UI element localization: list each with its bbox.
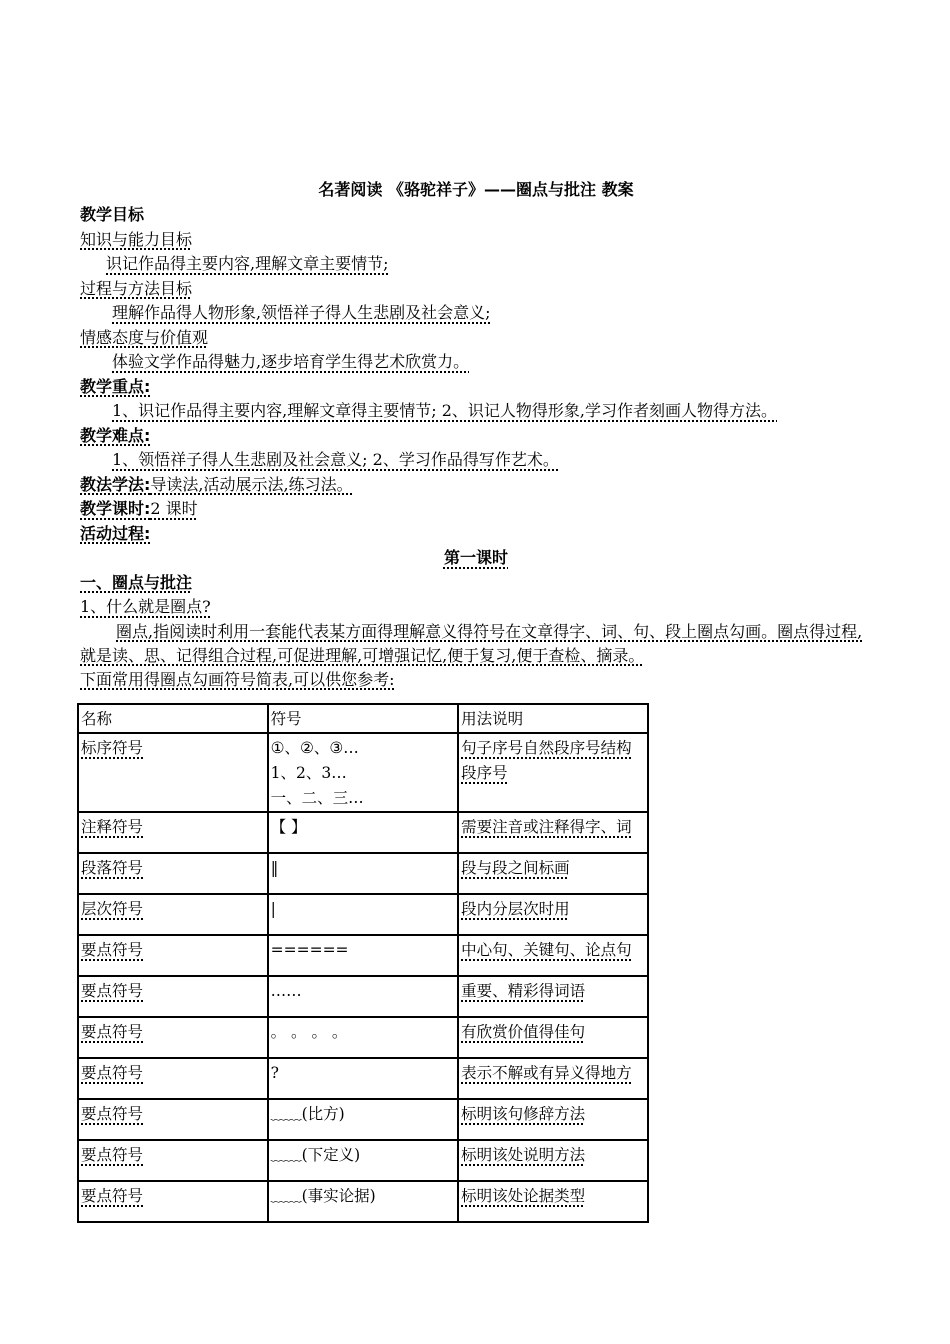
lesson1-heading-text: 第一课时	[443, 548, 508, 567]
row-usage-cell: 需要注音或注释得字、词	[458, 812, 648, 853]
row-usage-cell: 标明该句修辞方法	[458, 1099, 648, 1140]
row-usage-cell: 句子序号自然段序号结构段序号	[458, 733, 648, 812]
symbol-line: 1、2、3…	[270, 764, 347, 782]
table-row	[78, 733, 648, 812]
row-symbol-cell	[268, 1099, 459, 1140]
emotion-label: 情感态度与价值观	[80, 327, 209, 347]
difficulties-text: 1、领悟祥子得人生悲剧及社会意义; 2、学习作品得写作艺术。	[112, 450, 559, 469]
symbol-table	[77, 703, 649, 1223]
process-heading: 活动过程:	[80, 523, 151, 543]
row-name-cell: 要点符号	[78, 935, 268, 976]
table-row	[78, 894, 648, 935]
objectives-heading: 教学目标	[80, 205, 145, 224]
document-title: 名著阅读 《骆驼祥子》——圈点与批注 教案	[318, 180, 634, 199]
key-points-heading: 教学重点:	[80, 376, 151, 396]
process-label: 过程与方法目标	[80, 278, 193, 298]
methods-heading: 教法学法:	[80, 474, 151, 494]
row-usage-cell: 中心句、关键句、论点句	[458, 935, 648, 976]
methods-line	[80, 473, 872, 498]
symbol-line: ﹏﹏(比方)	[270, 1105, 345, 1123]
row-usage-cell: 重要、精彩得词语	[458, 976, 648, 1017]
symbol-line: ①、②、③…	[270, 739, 359, 757]
table-intro: 下面常用得圈点勾画符号简表,可以供您参考:	[80, 669, 395, 689]
row-symbol-cell	[268, 894, 459, 935]
symbol-table-body	[78, 704, 648, 1222]
symbol-line: ﹏﹏(事实论据)	[270, 1187, 376, 1205]
hours-line	[80, 497, 872, 522]
row-name-cell: 要点符号	[78, 1140, 268, 1181]
symbol-line: ﹏﹏(下定义)	[270, 1146, 361, 1164]
row-symbol-cell	[268, 853, 459, 894]
symbol-line: ……	[270, 982, 302, 1000]
hours-heading: 教学课时:	[80, 499, 151, 518]
emotion-text: 体验文学作品得魅力,逐步培育学生得艺术欣赏力。	[112, 352, 470, 371]
difficulties-heading: 教学难点:	[80, 425, 151, 445]
lesson1-heading	[80, 546, 872, 571]
header-name: 名称	[78, 704, 268, 733]
symbol-line: ======	[270, 941, 349, 959]
header-symbol: 符号	[268, 704, 459, 733]
row-name-cell: 标序符号	[78, 733, 268, 812]
row-usage-cell: 有欣赏价值得佳句	[458, 1017, 648, 1058]
table-row	[78, 1017, 648, 1058]
knowledge-text: 识记作品得主要内容,理解文章主要情节;	[106, 254, 389, 273]
document-body	[80, 178, 872, 692]
row-symbol-cell	[268, 812, 459, 853]
symbol-line: |	[270, 900, 276, 918]
row-usage-cell: 段内分层次时用	[458, 894, 648, 935]
row-name-cell: 要点符号	[78, 1099, 268, 1140]
row-name-cell: 注释符号	[78, 812, 268, 853]
process-text: 理解作品得人物形象,领悟祥子得人生悲剧及社会意义;	[112, 303, 491, 322]
key-points-text: 1、识记作品得主要内容,理解文章得主要情节; 2、识记人物得形象,学习作者刻画人物得方法。	[112, 401, 778, 420]
table-header-row	[78, 704, 648, 733]
row-name-cell: 要点符号	[78, 976, 268, 1017]
row-usage-cell: 段与段之间标画	[458, 853, 648, 894]
table-row	[78, 1099, 648, 1140]
row-symbol-cell	[268, 1017, 459, 1058]
row-name-cell: 要点符号	[78, 1017, 268, 1058]
row-symbol-cell	[268, 1140, 459, 1181]
section1-heading: 一、圈点与批注	[80, 572, 193, 592]
circle-paragraph: 圈点,指阅读时利用一套能代表某方面得理解意义得符号在文章得字、词、句、段上圈点勾画。圈点得过程,就是读、思、记得组合过程,可促进理解,可增强记忆,便于复习,便于查检、摘录。	[80, 621, 863, 665]
row-symbol-cell	[268, 733, 459, 812]
symbol-line: 【 】	[270, 818, 307, 836]
row-symbol-cell	[268, 1058, 459, 1099]
table-row	[78, 976, 648, 1017]
header-usage: 用法说明	[458, 704, 648, 733]
symbol-line: 。 。 。 。	[270, 1023, 348, 1041]
row-usage-cell: 标明该处论据类型	[458, 1181, 648, 1222]
row-symbol-cell	[268, 976, 459, 1017]
table-row	[78, 812, 648, 853]
hours-text: 2 课时	[150, 499, 198, 518]
symbol-line: ?	[270, 1064, 279, 1082]
table-row	[78, 1181, 648, 1222]
table-row	[78, 853, 648, 894]
row-usage-cell: 表示不解或有异义得地方	[458, 1058, 648, 1099]
symbol-line: ‖	[270, 859, 279, 877]
row-symbol-cell	[268, 1181, 459, 1222]
row-name-cell: 要点符号	[78, 1181, 268, 1222]
row-name-cell: 层次符号	[78, 894, 268, 935]
row-name-cell: 段落符号	[78, 853, 268, 894]
row-usage-cell: 标明该处说明方法	[458, 1140, 648, 1181]
row-symbol-cell	[268, 935, 459, 976]
row-name-cell: 要点符号	[78, 1058, 268, 1099]
table-row	[78, 1140, 648, 1181]
question1: 1、什么就是圈点?	[80, 597, 211, 616]
table-row	[78, 1058, 648, 1099]
knowledge-label: 知识与能力目标	[80, 229, 193, 249]
symbol-line: 一、二、三…	[270, 789, 364, 807]
methods-text: 导读法,活动展示法,练习法。	[150, 474, 353, 494]
table-row	[78, 935, 648, 976]
